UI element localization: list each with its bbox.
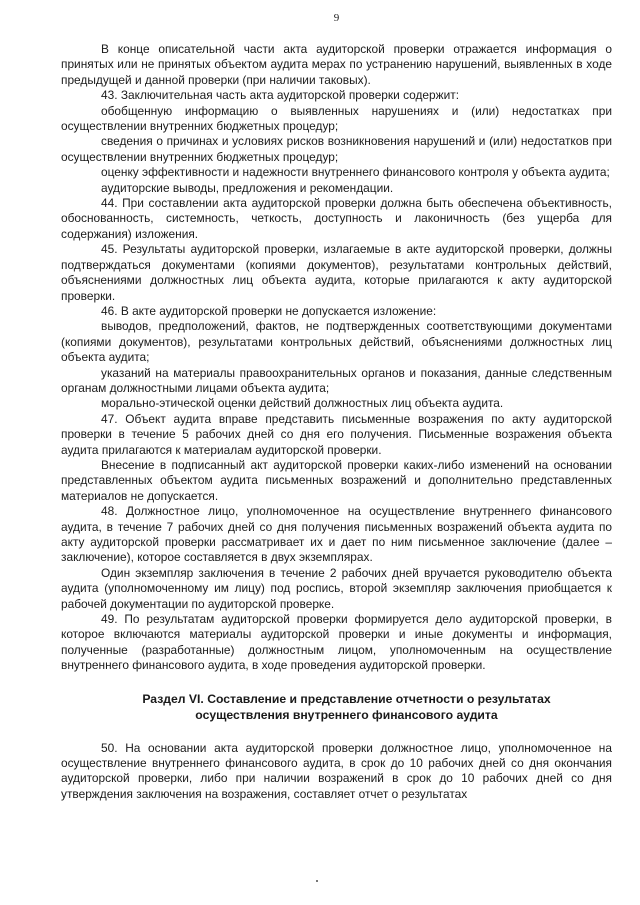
paragraph: 47. Объект аудита вправе представить письменные возражения по акту аудиторской проверки в течение 5 рабочих дней со дня его получения. Письменные возражения объекта аудита прилагаются к материалам аудиторской проверки. — [61, 411, 612, 457]
paragraph: сведения о причинах и условиях рисков возникновения нарушений и (или) недостатков при осуществлении внутренних бюджетных процедур; — [61, 134, 612, 164]
body-text-top — [61, 42, 612, 674]
scan-speck — [316, 880, 318, 882]
paragraph: 43. Заключительная часть акта аудиторской проверки содержит: — [101, 88, 460, 103]
paragraph: Один экземпляр заключения в течение 2 рабочих дней вручается руководителю объекта аудита (уполномоченному им лицу) под роспись, второй экземпляр заключения приобщается к рабочей документации по аудиторской проверке. — [61, 565, 612, 611]
paragraph: 46. В акте аудиторской проверки не допускается изложение: — [101, 303, 437, 318]
page-number: 9 — [333, 12, 340, 24]
paragraph: обобщенную информацию о выявленных нарушениях и (или) недостатках при осуществлении внутренних бюджетных процедур; — [61, 103, 612, 134]
paragraph: аудиторские выводы, предложения и рекомендации. — [101, 180, 394, 195]
paragraph: 48. Должностное лицо, уполномоченное на осуществление внутреннего финансового аудита, в течение 7 рабочих дней со дня получения письменных возражений объекта аудита по акту аудиторской проверки рассматривает их и дает по ним письменное заключение (далее – заключение), которое составляется в двух экземплярах. — [61, 504, 612, 565]
paragraph: морально-этической оценки действий должностных лиц объекта аудита. — [101, 396, 504, 411]
paragraph: указаний на материалы правоохранительных органов и показания, данные следственным органам должностными лицами объекта аудита; — [61, 365, 612, 395]
section-heading — [61, 691, 612, 723]
paragraph: оценку эффективности и надежности внутреннего финансового контроля у объекта аудита; — [101, 165, 610, 180]
paragraph: 44. При составлении акта аудиторской проверки должна быть обеспечена объективность, обоснованность, системность, четкость, доступность и лаконичность (без ущерба для содержания) изложения. — [61, 196, 612, 241]
paragraph: выводов, предположений, фактов, не подтвержденных соответствующими документами (копиями документов), результатами контрольных действий, объяснениями должностных лиц объекта аудита; — [61, 319, 612, 365]
paragraph: В конце описательной части акта аудиторской проверки отражается информация о принятых или не принятых объектом аудита мерах по устранению нарушений, выявленных в ходе предыдущей и данной проверки (при наличии таковых). — [61, 42, 612, 87]
section-heading-line2: осуществления внутреннего финансового аудита — [195, 707, 498, 722]
paragraph: 49. По результатам аудиторской проверки формируется дело аудиторской проверки, в которое включаются материалы аудиторской проверки и иные документы и информация, полученные (разработанные) должностным лицом, уполномоченным на осуществление внутреннего финансового аудита, в ходе проведения аудиторской проверки. — [61, 612, 612, 673]
section-heading-line1: Раздел VI. Составление и представление отчетности о результатах — [142, 691, 551, 706]
paragraph: Внесение в подписанный акт аудиторской проверки каких-либо изменений на основании представленных объектом аудита письменных возражений и дополнительно представленных материалов не допускается. — [61, 457, 612, 503]
paragraph: 45. Результаты аудиторской проверки, излагаемые в акте аудиторской проверки, должны подтверждаться документами (копиями документов), результатами контрольных действий, объяснениями должностных лиц объекта аудита, которые прилагаются к акту аудиторской проверки. — [61, 242, 612, 303]
paragraph: 50. На основании акта аудиторской проверки должностное лицо, уполномоченное на осуществление внутреннего финансового аудита, в срок до 10 рабочих дней со дня окончания аудиторской проверки, либо при наличии возражений в срок до 10 рабочих дней со дня утверждения заключения на возражения, составляет отчет о результатах — [61, 740, 612, 801]
body-text-bottom — [61, 741, 612, 803]
